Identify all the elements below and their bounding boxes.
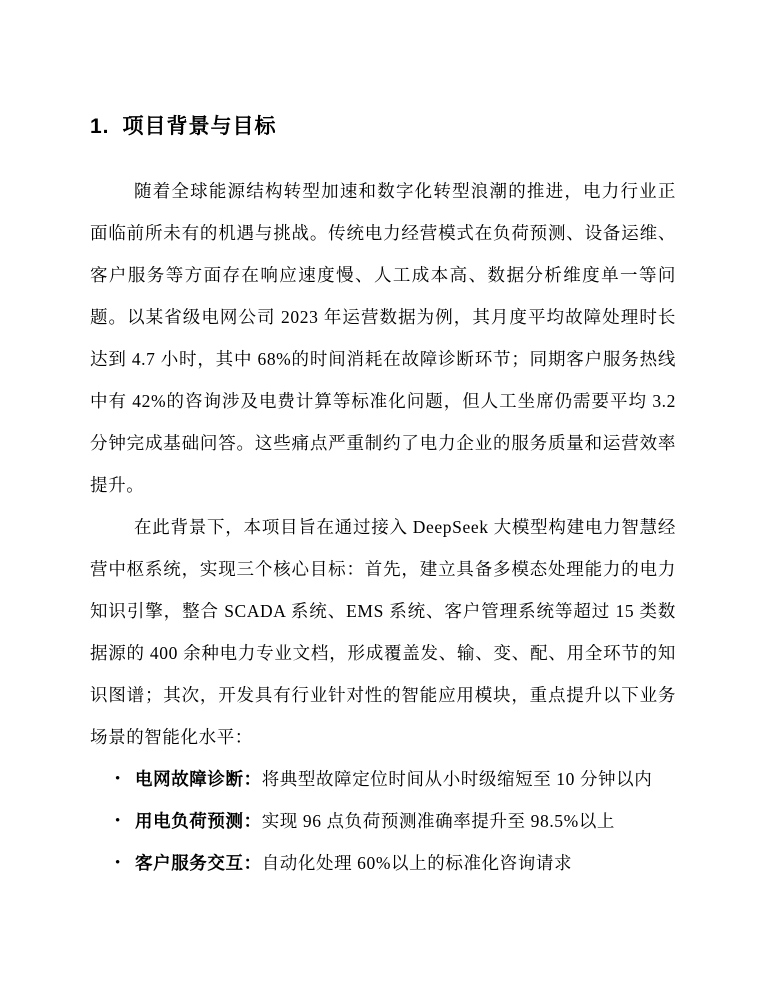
bullet-label: 客户服务交互： xyxy=(135,853,262,873)
paragraph-goals: 在此背景下，本项目旨在通过接入 DeepSeek 大模型构建电力智慧经营中枢系统，实现三个核心目标：首先，建立具备多模态处理能力的电力知识引擎，整合 SCADA 系统、EMS 系统、客户管理系统等超过 15 类数据源的 400 余种电力专业文档，形成覆盖发、输、变、配、用全环节的知识图谱；其次，开发具有行业针对性的智能应用模块，重点提升以下业务场景的智能化水平： xyxy=(90,517,676,747)
bullet-icon: • xyxy=(115,855,121,871)
bullet-label: 用电负荷预测： xyxy=(135,811,262,831)
list-item-fault-diagnosis xyxy=(90,758,676,800)
bullet-content xyxy=(135,842,676,884)
bullet-label: 电网故障诊断： xyxy=(135,769,262,789)
bullet-list xyxy=(90,758,676,884)
bullet-content xyxy=(135,758,676,800)
list-item-load-forecast xyxy=(90,800,676,842)
paragraph-background: 随着全球能源结构转型加速和数字化转型浪潮的推进，电力行业正面临前所未有的机遇与挑战。传统电力经营模式在负荷预测、设备运维、客户服务等方面存在响应速度慢、人工成本高、数据分析维度单一等问题。以某省级电网公司 2023 年运营数据为例，其月度平均故障处理时长达到 4.7 小时，其中 68%的时间消耗在故障诊断环节；同期客户服务热线中有 42%的咨询涉及电费计算等标准化问题，但人工坐席仍需要平均 3.2 分钟完成基础问答。这些痛点严重制约了电力企业的服务质量和运营效率提升。 xyxy=(90,181,676,495)
bullet-text: 自动化处理 60%以上的标准化咨询请求 xyxy=(261,853,573,873)
section-title: 项目背景与目标 xyxy=(122,115,277,138)
bullet-text: 实现 96 点负荷预测准确率提升至 98.5%以上 xyxy=(261,811,616,831)
bullet-text: 将典型故障定位时间从小时级缩短至 10 分钟以内 xyxy=(261,769,653,789)
bullet-icon: • xyxy=(115,813,121,829)
section-heading xyxy=(90,110,676,140)
section-number: 1. xyxy=(90,115,110,138)
list-item-customer-service xyxy=(90,842,676,884)
bullet-icon: • xyxy=(115,771,121,787)
bullet-content xyxy=(135,800,676,842)
